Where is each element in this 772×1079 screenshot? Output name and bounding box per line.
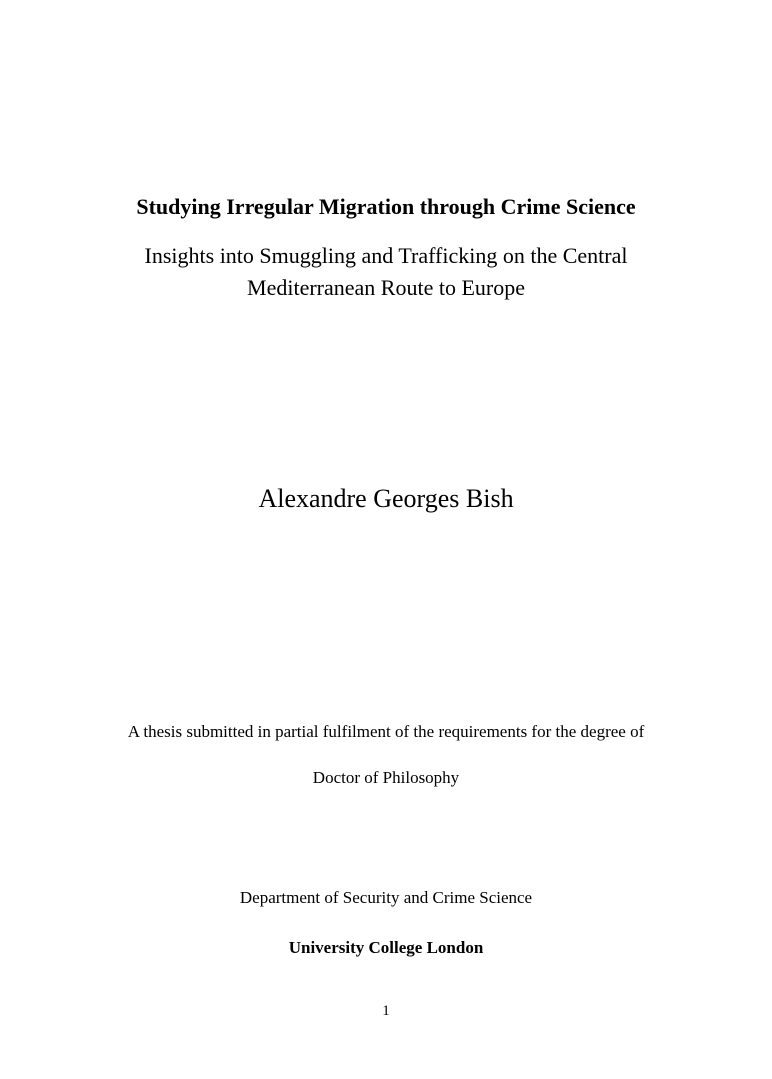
author-name: Alexandre Georges Bish: [258, 484, 514, 513]
thesis-subtitle-line-2: Mediterranean Route to Europe: [247, 275, 525, 300]
submission-statement: A thesis submitted in partial fulfilment of the requirements for the degree of: [127, 722, 645, 741]
institution-name: University College London: [288, 938, 484, 957]
degree-name: Doctor of Philosophy: [312, 768, 460, 787]
page-number: 1: [382, 1003, 390, 1019]
thesis-title: Studying Irregular Migration through Crime Science: [136, 194, 636, 219]
department-name: Department of Security and Crime Science: [239, 888, 533, 907]
thesis-subtitle: [0, 240, 772, 304]
thesis-subtitle-line-1: Insights into Smuggling and Trafficking on the Central: [144, 243, 628, 268]
